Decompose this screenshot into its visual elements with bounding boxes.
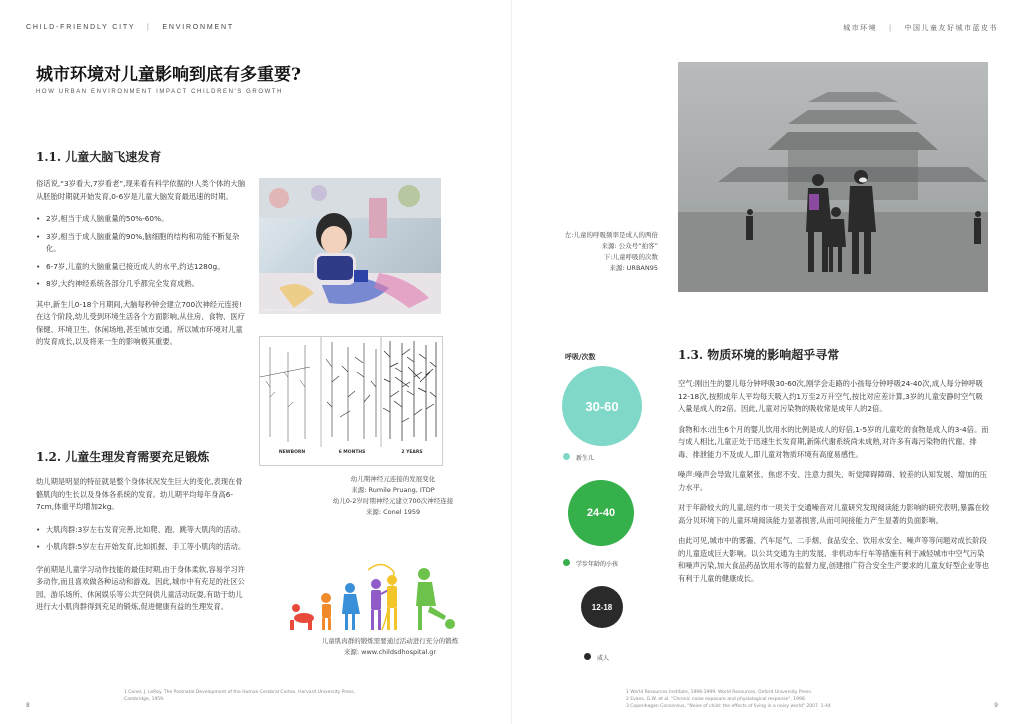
caption-line: 下:儿童呼吸的次数 — [603, 253, 658, 261]
footnote: 1 World Resources Institute, 1998-1999. World Resources, Oxford University Press. — [626, 690, 813, 695]
child-photo-illustration — [259, 178, 441, 314]
section-1-1-intro: 俗话说,“3岁看大,7岁看老”,现来看有科学依据的!人类个体的大脑从胚胎时期就开始发育,0-6岁是儿童大脑发育最迅速的时期。 — [36, 179, 246, 201]
page-number-right: 9 — [994, 702, 998, 709]
header-left — [26, 24, 234, 31]
legend-dot-toddler — [563, 559, 570, 566]
smog-photo — [678, 62, 988, 292]
page-number-left: 8 — [26, 702, 30, 709]
page-gutter — [511, 0, 512, 724]
page-subtitle: HOW URBAN ENVIRONMENT IMPACT CHILDREN'S GROWTH — [36, 89, 284, 95]
footnote: 3 Copenhagen Consensus, "Noise of child: the effects of living in a noisy world" 2007. 1-44 — [626, 704, 831, 709]
smog-photo-illustration — [678, 62, 988, 292]
caption-line: 来源: URBAN95 — [609, 264, 658, 272]
child-growth-silhouettes — [282, 560, 464, 634]
header-divider-icon: | — [147, 24, 151, 31]
section-1-2-body — [36, 476, 246, 614]
header-left-a: CHILD-FRIENDLY CITY — [26, 24, 136, 31]
breath-circle-adult: 12-18 — [581, 586, 623, 628]
neuron-label: 6 MONTHS — [338, 450, 366, 455]
caption-line: 儿童肌肉群的锻炼需要通过活动进行充分的锻炼 — [321, 637, 459, 645]
section-1-2-para2: 学前期是儿童学习动作技能的最佳时期,由于身体柔软,容易学习许多动作,而且喜欢做各种运动和游戏。因此,城市中有充足的社区公园、游乐场所、休闲娱乐等公共空间供儿童活动玩耍,有助于幼儿进行大小肌肉群得到充足的锻炼,促进健康有益的生理发育。 — [36, 564, 245, 611]
header-right — [843, 23, 998, 33]
photo-credit: Image credit: photographer — [262, 308, 311, 312]
breath-label: 呼吸/次数 — [565, 353, 596, 361]
caption-line: 左:儿童的呼吸频率是成人的两倍 — [564, 231, 658, 239]
caption-line: 来源: 公众号“拍客” — [601, 242, 658, 250]
header-right-a: 城市环境 — [843, 24, 878, 32]
child-painting-photo — [259, 178, 441, 314]
section-1-3-heading: 1.3. 物质环境的影响超乎寻常 — [678, 348, 840, 362]
caption-line: 来源: Conel 1959 — [365, 508, 421, 516]
legend-label-adult: 成人 — [597, 655, 610, 662]
footnotes-left — [124, 689, 404, 703]
header-left-b: ENVIRONMENT — [162, 24, 234, 31]
section-1-3-p2: 食物和水:出生6个月的婴儿饮用水的比例是成人的好倍,1-5岁的儿童吃的食物是成人的3-4倍。而与成人相比,儿童正处于迅速生长发育期,新陈代谢系统尚未成熟,对许多有毒污染物的代谢、排毒、排泄能力不及成人,即儿童对物质环境有高度易感性。 — [678, 424, 989, 459]
section-1-2-intro: 幼儿期是明显的特征就是整个身体状况发生巨大的变化,表现在骨骼肌肉的生长以及身体各系统的发育。幼儿期平均每年身高6-7cm,体重平均增加2kg。 — [36, 477, 243, 511]
section-1-3-p5: 由此可见,城市中的雾霾、汽车尾气、二手烟、食品安全、饮用水安全、噪声等等问题对成长阶段的儿童造成巨大影响。以公共交通为主的发展、非机动车行车等措施有利于减轻城市中空气污染和噪声污染,加大食品药品饮用水等的监督力度,创建推广符合安全生产要求的儿童友好型企业等也有利于儿童的健康成长。 — [678, 536, 990, 583]
silhouette-illustration — [282, 560, 464, 634]
section-1-1-para2: 其中,新生儿0-18个月期间,大脑每秒钟会建立700次神经元连接!在这个阶段,幼儿受到环境生活各个方面影响,从住房、食物、医疗保健、环境卫生、休闲场地,甚至城市交通。所以城市环境对儿童的发育成长,以及将来一生的影响极其重要。 — [36, 299, 245, 346]
caption-line: 幼儿期神经元连接的发展变化 — [350, 475, 436, 483]
footnote: 2 Evans, G.W. et al. "Chronic noise exposure and physiological response", 1998. — [626, 697, 807, 702]
header-right-b: 中国儿童友好城市蓝皮书 — [904, 24, 998, 32]
legend-dot-adult — [584, 653, 591, 660]
caption-line: 来源: www.childsdhospital.gr — [343, 648, 437, 656]
section-1-3-body — [678, 378, 990, 585]
legend-label-newborn: 新生儿 — [576, 455, 595, 462]
section-1-3-p3: 噪声:噪声会导致儿童紧张、焦虑不安、注意力损失、听觉障碍障碍、较差的认知发展、增加的压力水平。 — [678, 470, 987, 492]
list-item: • 6-7岁,儿童的大脑重量已接近成人的水平,约达1280g。 — [36, 261, 246, 274]
caption-line: 幼儿0-2岁时期神经元建立700次神经连接 — [332, 497, 454, 505]
neuron-figure — [259, 336, 443, 466]
list-item: • 2岁,相当于成人脑重量的50%-60%。 — [36, 213, 246, 226]
header-divider-icon: | — [888, 24, 893, 32]
legend-dot-newborn — [563, 453, 570, 460]
neuron-illustration — [260, 337, 442, 465]
neuron-caption — [318, 474, 468, 518]
neuron-label: NEWBORN — [278, 450, 306, 455]
list-item: • 8岁,大约神经系统各部分几乎都完全发育成熟。 — [36, 278, 246, 291]
section-1-3-p1: 空气:刚出生的婴儿每分钟呼吸30-60次,刚学会走路的小孩每分钟呼吸24-40次,成人每分钟呼吸12-18次,按照成年人平均每天吸入约1万至2万升空气,按比对应差计算,3岁的儿童安静时空气吸入量是成人的2倍。因此,儿童对污染物的吸收常是成年人的2倍。 — [678, 379, 983, 413]
footnotes-right — [626, 689, 956, 710]
breath-circle-toddler: 24-40 — [568, 480, 634, 546]
breath-circle-newborn: 30-60 — [562, 366, 642, 446]
list-item: • 小肌肉群:5岁左右开始发育,比如抓握、手工等小肌肉的活动。 — [36, 541, 246, 554]
section-1-1-heading: 1.1. 儿童大脑飞速发育 — [36, 150, 162, 164]
section-1-1-body — [36, 178, 246, 349]
list-item: • 3岁,相当于成人脑重量的90%,脑细胞的结构和功能不断复杂化。 — [36, 231, 246, 256]
footnote: Cambridge, 1959. — [124, 697, 165, 702]
page-title: 城市环境对儿童影响到底有多重要? — [36, 65, 301, 85]
section-1-3-p4: 对于年龄较大的儿童,纽约市一项关于交通噪音对儿童研究发现阅读能力影响的研究表明,暴露在较高分贝环境下的儿童环境阅读能力显著损害,从而可间接能力产生显著的负面影响。 — [678, 503, 990, 525]
caption-line: 来源: Rumile Pruang, ITDP — [351, 486, 435, 494]
neuron-label: 2 YEARS — [401, 450, 423, 455]
footnote: 1 Conel, J. LeRoy. The Postnatal Development of the Human Cerebral Cortex. Harvard University Press, — [124, 690, 356, 695]
section-1-2-heading: 1.2. 儿童生理发育需要充足锻炼 — [36, 450, 210, 464]
silhouette-caption — [300, 636, 480, 658]
smog-caption — [540, 230, 658, 274]
legend-label-toddler: 学步年龄的小孩 — [576, 561, 619, 568]
list-item: • 大肌肉群:3岁左右发育完善,比如爬、跑、跳等大肌肉的活动。 — [36, 524, 246, 537]
